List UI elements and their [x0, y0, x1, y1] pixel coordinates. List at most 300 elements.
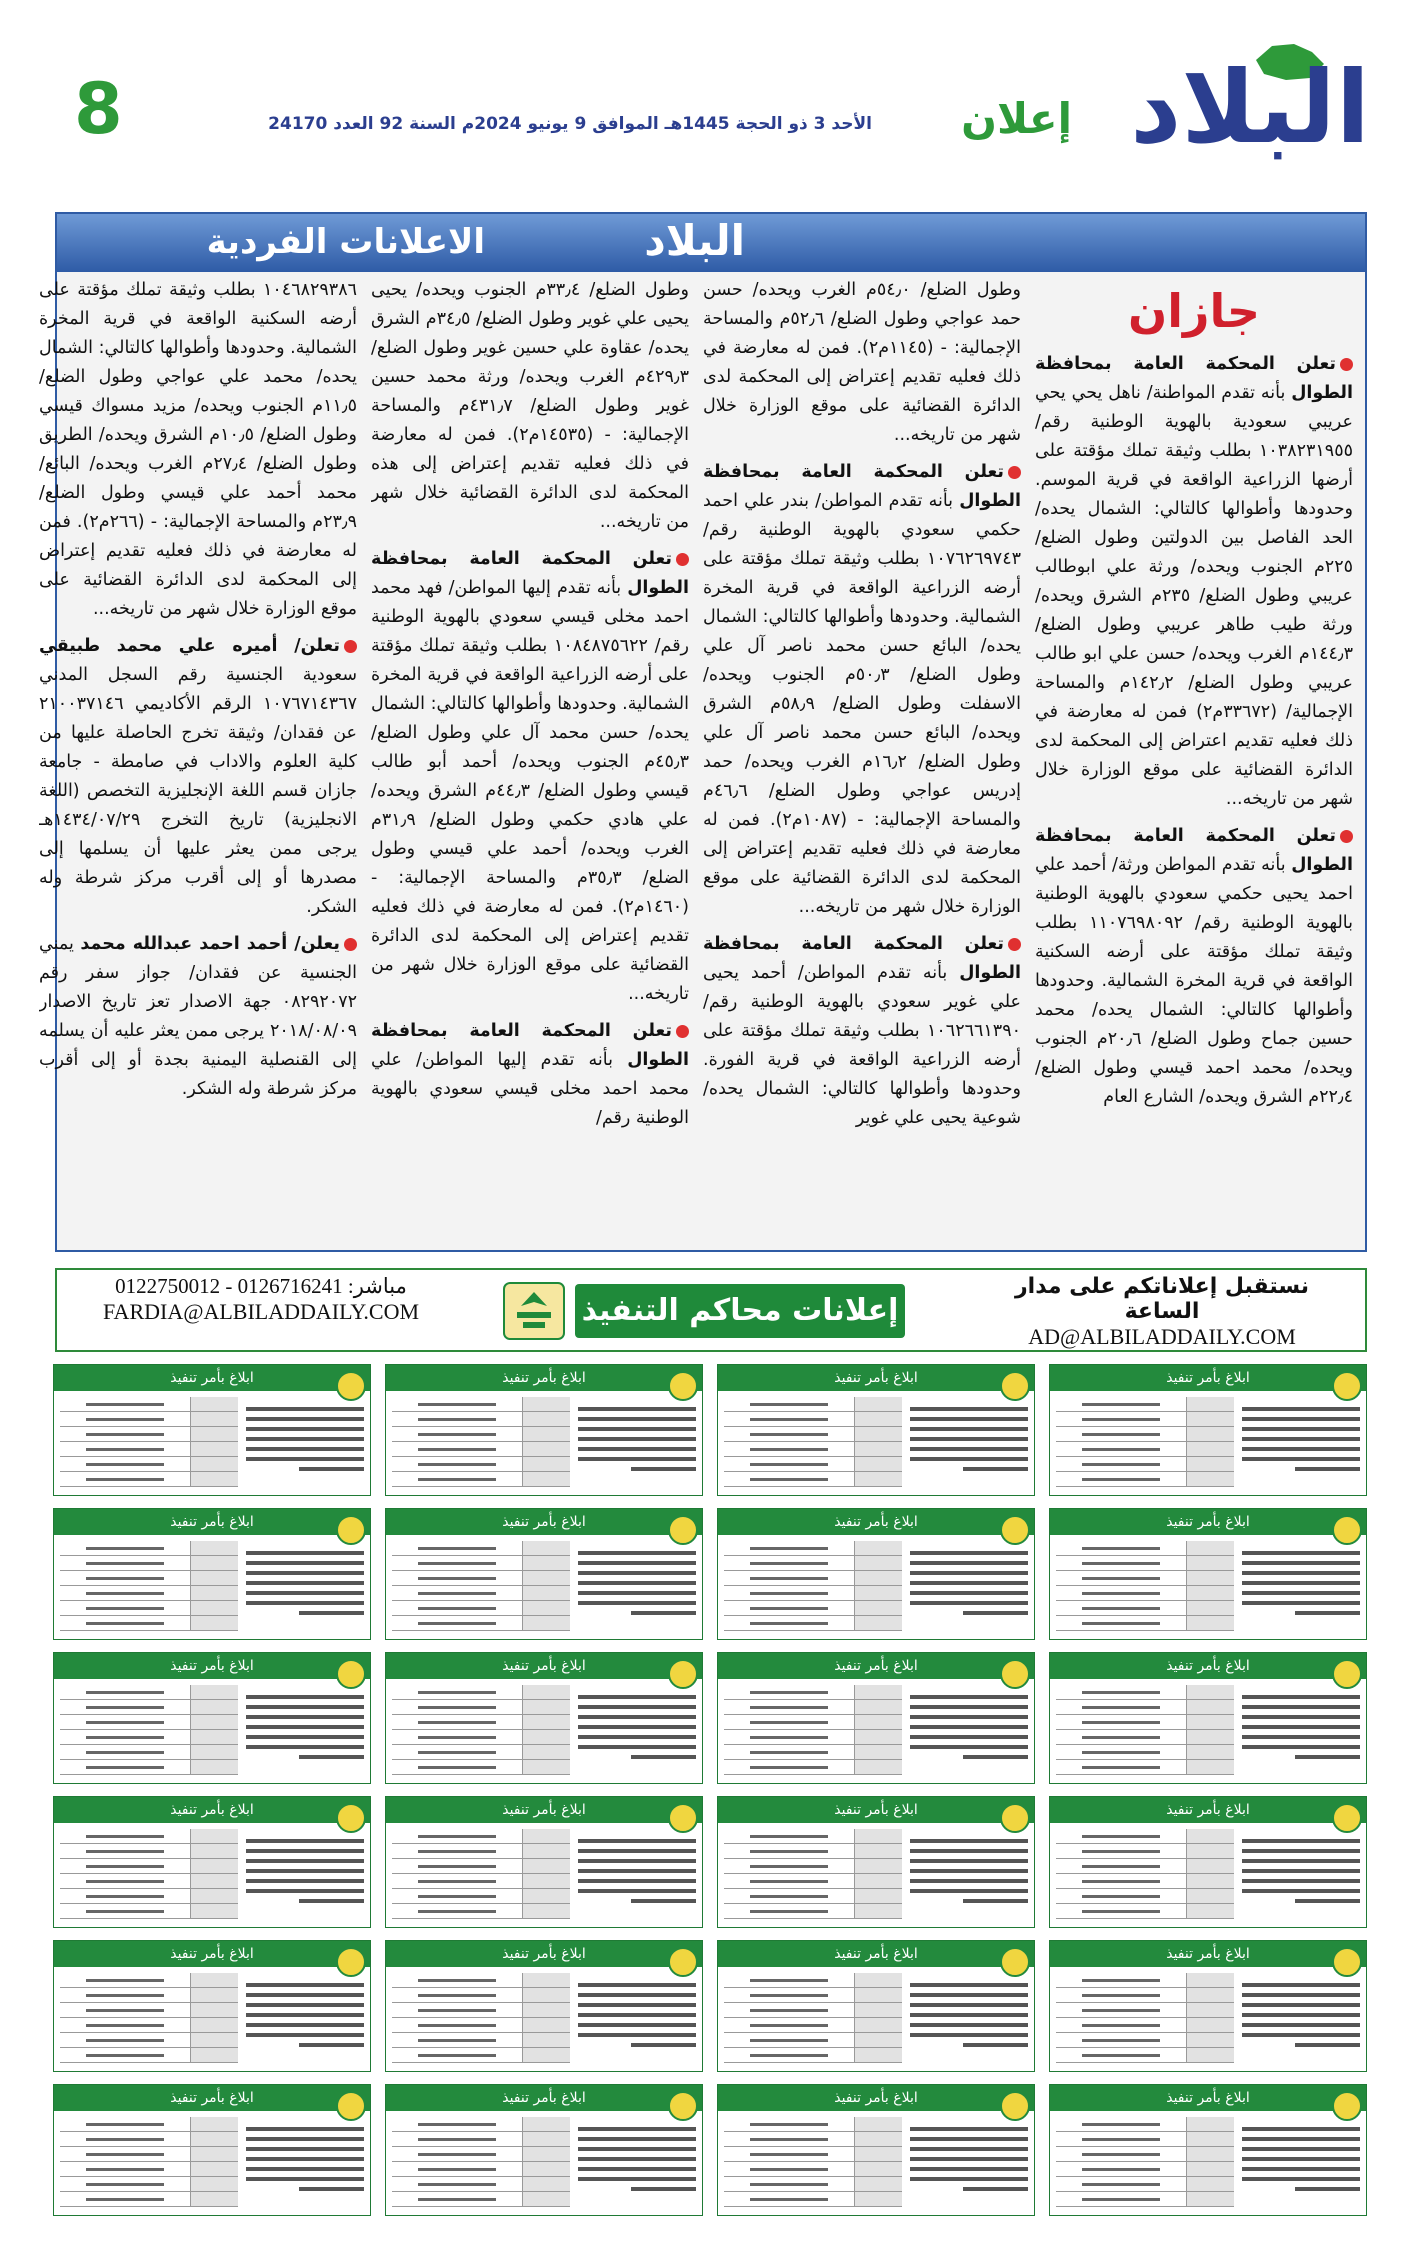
text-line: [578, 1715, 696, 1719]
text-line: [910, 1993, 1028, 1997]
text-line: [1295, 1899, 1360, 1903]
text-line: [1242, 1407, 1360, 1411]
table-value-cell: [1056, 1397, 1186, 1411]
table-key-cell: [522, 2117, 570, 2131]
table-key-cell: [1186, 1586, 1234, 1600]
table-row: [724, 1889, 902, 1904]
text-line: [1242, 1581, 1360, 1585]
table-row: [392, 2117, 570, 2132]
bullet-icon: [1008, 938, 1021, 951]
table-row: [1056, 2018, 1234, 2033]
table-value-cell: [392, 1457, 522, 1471]
table-key-cell: [190, 1601, 238, 1615]
table-row: [1056, 1427, 1234, 1442]
table-value-cell: [60, 2033, 190, 2047]
table-value-cell: [60, 2018, 190, 2032]
text-line: [86, 1751, 164, 1754]
table-value-cell: [724, 2177, 854, 2191]
table-value-cell: [724, 1412, 854, 1426]
table-value-cell: [724, 1844, 854, 1858]
ad-lead: تعلن/ أميره علي محمد طبيقي: [39, 636, 340, 656]
banner-logo: البلاد: [644, 216, 745, 265]
table-key-cell: [1186, 2132, 1234, 2146]
notice-title-bar: [54, 1653, 370, 1679]
bullet-icon: [344, 938, 357, 951]
table-key-cell: [190, 2018, 238, 2032]
table-key-cell: [190, 1442, 238, 1456]
text-line: [299, 1755, 364, 1759]
notice-table: [392, 1397, 570, 1487]
table-row: [724, 1586, 902, 1601]
text-line: [910, 1745, 1028, 1749]
text-line: [1242, 1889, 1360, 1893]
table-key-cell: [854, 1889, 902, 1903]
table-row: [60, 1412, 238, 1427]
text-line: [578, 1457, 696, 1461]
table-value-cell: [392, 1859, 522, 1873]
notice-body-text: [910, 1551, 1028, 1621]
text-line: [910, 1869, 1028, 1873]
notice-table: [1056, 1397, 1234, 1487]
emblem-icon: [668, 1515, 698, 1545]
text-line: [86, 1835, 164, 1838]
text-line: [910, 1447, 1028, 1451]
table-key-cell: [190, 1904, 238, 1918]
table-value-cell: [60, 1472, 190, 1486]
text-line: [1295, 1755, 1360, 1759]
text-line: [1082, 1592, 1160, 1595]
table-key-cell: [854, 2192, 902, 2206]
table-value-cell: [392, 2003, 522, 2017]
table-key-cell: [190, 2177, 238, 2191]
text-line: [86, 1895, 164, 1898]
ad-text: بأنه تقدم المواطنة/ ناهل يحي يحي عريبي سعودية بالهوية الوطنية رقم/ ١٠٣٨٢٣١٩٥٥ بطلب وثيقة تملك مؤقتة على أرضها الزراعية الواقعة في قرية الموسم. وحدودها وأطوالها كالتالي: الشمال يحده/ الحد الفاصل بين الدولتين وطول الضلع/ ٢٢٥م الجنوب ويحده/ ورثة علي ابوطالب عريبي وطول الضلع/ ٢٣٥م الشرق ويحده/ ورثة طيب طاهر عريبي وطول الضلع/ ١٤٤٫٣م الغرب ويحده/ حسن علي ابو طالب عريبي وطول الضلع/ ١٤٢٫٢م والمساحة الإجمالية/ (٣٣٦٧٢م٢) فمن له معارضة في ذلك فعليه تقديم اعتراض إلى المحكمة لدى الدائرة القضائية على موقع الوزارة خلال شهر من تاريخه...: [1035, 383, 1353, 809]
table-key-cell: [190, 1988, 238, 2002]
text-line: [1242, 2003, 1360, 2007]
table-key-cell: [1186, 1715, 1234, 1729]
ad-item: [703, 276, 1021, 450]
table-key-cell: [854, 1397, 902, 1411]
table-value-cell: [1056, 1571, 1186, 1585]
text-line: [246, 1427, 364, 1431]
table-value-cell: [392, 1556, 522, 1570]
text-line: [418, 1721, 496, 1724]
table-value-cell: [60, 1427, 190, 1441]
text-line: [750, 1910, 828, 1913]
table-row: [724, 2117, 902, 2132]
text-line: [418, 1433, 496, 1436]
table-value-cell: [60, 1397, 190, 1411]
text-line: [910, 1601, 1028, 1605]
notice-title-bar: [1050, 1941, 1366, 1967]
table-key-cell: [854, 1715, 902, 1729]
ad-item: [39, 930, 357, 1104]
text-line: [86, 1622, 164, 1625]
notice-table: [724, 1829, 902, 1919]
notice-title: ابلاغ بأمر تنفيذ: [834, 2090, 918, 2106]
table-key-cell: [1186, 2192, 1234, 2206]
table-key-cell: [854, 1616, 902, 1630]
table-value-cell: [60, 1541, 190, 1555]
table-key-cell: [854, 1685, 902, 1699]
table-key-cell: [1186, 1571, 1234, 1585]
table-key-cell: [190, 1397, 238, 1411]
court-notice-card: [717, 1652, 1035, 1784]
table-key-cell: [190, 2192, 238, 2206]
ad-item: [371, 545, 689, 1009]
table-key-cell: [1186, 2003, 1234, 2017]
notice-table: [1056, 1829, 1234, 1919]
notice-body-text: [246, 2127, 364, 2197]
table-key-cell: [854, 1745, 902, 1759]
table-value-cell: [392, 1745, 522, 1759]
notice-title-bar: [386, 1797, 702, 1823]
table-key-cell: [190, 2003, 238, 2017]
table-key-cell: [1186, 1700, 1234, 1714]
table-key-cell: [522, 1700, 570, 1714]
text-line: [418, 1592, 496, 1595]
text-line: [910, 2157, 1028, 2161]
text-line: [910, 1457, 1028, 1461]
table-value-cell: [1056, 2033, 1186, 2047]
notice-table: [60, 1397, 238, 1487]
table-row: [60, 1829, 238, 1844]
table-key-cell: [1186, 2147, 1234, 2161]
text-line: [750, 2009, 828, 2012]
text-line: [910, 2013, 1028, 2017]
text-line: [1242, 1849, 1360, 1853]
table-value-cell: [724, 1601, 854, 1615]
table-row: [392, 2162, 570, 2177]
table-key-cell: [522, 2033, 570, 2047]
court-notice-card: [53, 1940, 371, 2072]
table-value-cell: [1056, 2147, 1186, 2161]
table-value-cell: [724, 1988, 854, 2002]
table-row: [724, 2177, 902, 2192]
text-line: [418, 1910, 496, 1913]
ad-text: بأنه تقدم المواطن ورثة/ أحمد علي احمد يحيى حكمي سعودي بالهوية الوطنية بالهوية الوطنية رقم/ ١١٠٧٦٩٨٠٩٢ بطلب وثيقة تملك مؤقتة على أرضه السكنية الواقعة في قرية المخرة الشمالية. وحدودها وأطوالها كالتالي: الشمال يحده/ محمد حسين جماح وطول الضلع/ ٢٠٫٦م الجنوب ويحده/ محمد احمد قيسي وطول الضلع/ ٢٢٫٤م الشرق ويحده/ الشارع العام: [1035, 855, 1353, 1107]
ad-lead: تعلن المحكمة العامة بمحافظة الطوال: [1035, 826, 1353, 875]
table-key-cell: [1186, 2177, 1234, 2191]
text-line: [1082, 2009, 1160, 2012]
table-value-cell: [392, 1904, 522, 1918]
table-row: [392, 1397, 570, 1412]
text-line: [418, 2054, 496, 2057]
table-row: [1056, 1889, 1234, 1904]
court-notice-card: [385, 2084, 703, 2216]
notice-body-text: [910, 2127, 1028, 2197]
notice-table: [60, 2117, 238, 2207]
table-key-cell: [854, 1988, 902, 2002]
table-row: [60, 1601, 238, 1616]
text-line: [910, 2137, 1028, 2141]
table-value-cell: [724, 1571, 854, 1585]
text-line: [418, 1562, 496, 1565]
ad-text: ١٠٤٦٨٢٩٣٨٦ بطلب وثيقة تملك مؤقتة على أرضه السكنية الواقعة في قرية المخرة الشمالية. وحدودها وأطوالها كالتالي: الشمال يحده/ محمد علي عواجي وطول الضلع/ ١١٫٥م الجنوب ويحده/ مزيد مسواك قيسي وطول الضلع/ ١٠٫٥م الشرق ويحده/ الطريق وطول الضلع/ ٢٧٫٤م الغرب ويحده/ البائع/ محمد أحمد علي قيسي وطول الضلع/ ٢٣٫٩م والمساحة الإجمالية: - (٢٦٦م٢). فمن له معارضة في ذلك فعليه تقديم إعتراض إلى المحكمة لدى الدائرة القضائية على موقع الوزارة خلال شهر من تاريخه...: [39, 280, 357, 619]
court-notices-title: [575, 1284, 905, 1338]
bullet-icon: [1340, 830, 1353, 843]
court-notice-card: [1049, 1364, 1367, 1496]
text-line: [578, 2147, 696, 2151]
table-row: [392, 1685, 570, 1700]
table-key-cell: [522, 1412, 570, 1426]
table-key-cell: [854, 1730, 902, 1744]
table-row: [1056, 1715, 1234, 1730]
text-line: [86, 1607, 164, 1610]
direct-contact-box: [71, 1274, 451, 1325]
table-row: [724, 1844, 902, 1859]
notice-title: ابلاغ بأمر تنفيذ: [502, 1946, 586, 1962]
table-key-cell: [522, 2003, 570, 2017]
table-row: [724, 1601, 902, 1616]
table-key-cell: [522, 1904, 570, 1918]
text-line: [299, 1611, 364, 1615]
table-row: [392, 1601, 570, 1616]
text-line: [910, 1417, 1028, 1421]
text-line: [1242, 1859, 1360, 1863]
text-line: [578, 2167, 696, 2171]
text-line: [246, 1705, 364, 1709]
text-line: [578, 2127, 696, 2131]
table-row: [60, 1586, 238, 1601]
table-row: [60, 2162, 238, 2177]
text-line: [578, 2157, 696, 2161]
text-line: [750, 2153, 828, 2156]
table-row: [1056, 2003, 1234, 2018]
ad-text: وطول الضلع/ ٣٣٫٤م الجنوب ويحده/ يحيى يحيى علي غوير وطول الضلع/ ٣٤٫٥م الشرق يحده/ عقاوة علي حسين غوير وطول الضلع/ ٤٢٩٫٣م الغرب ويحده/ ورثة محمد حسين غوير وطول الضلع/ ٤٣١٫٧م والمساحة الإجمالية: - (١٤٥٣٥م٢). فمن له معارضة في ذلك فعليه تقديم إعتراض إلى هذه المحكمة لدى الدائرة القضائية خلال شهر من تاريخه...: [371, 280, 689, 532]
table-key-cell: [190, 1700, 238, 1714]
table-key-cell: [190, 2048, 238, 2062]
table-value-cell: [1056, 2003, 1186, 2017]
notice-title-bar: [386, 1941, 702, 1967]
text-line: [418, 1766, 496, 1769]
notice-body-text: [578, 1695, 696, 1765]
table-value-cell: [392, 1616, 522, 1630]
table-value-cell: [1056, 2162, 1186, 2176]
table-row: [724, 2033, 902, 2048]
notice-title: ابلاغ بأمر تنفيذ: [1166, 1514, 1250, 1530]
text-line: [86, 2138, 164, 2141]
text-line: [578, 1725, 696, 1729]
text-line: [86, 1691, 164, 1694]
notice-title: ابلاغ بأمر تنفيذ: [170, 1514, 254, 1530]
text-line: [578, 1839, 696, 1843]
table-value-cell: [1056, 1541, 1186, 1555]
table-value-cell: [724, 2033, 854, 2047]
table-value-cell: [392, 1700, 522, 1714]
text-line: [418, 1577, 496, 1580]
emblem-icon: [1000, 1803, 1030, 1833]
bullet-icon: [676, 1025, 689, 1038]
text-line: [578, 1993, 696, 1997]
text-line: [1082, 1463, 1160, 1466]
table-row: [60, 1904, 238, 1919]
notice-body-text: [246, 1983, 364, 2053]
text-line: [418, 1880, 496, 1883]
ad-item: [1035, 350, 1353, 814]
table-value-cell: [724, 1472, 854, 1486]
table-key-cell: [1186, 1616, 1234, 1630]
table-key-cell: [522, 1397, 570, 1411]
table-key-cell: [1186, 1442, 1234, 1456]
table-row: [392, 1571, 570, 1586]
text-line: [86, 1910, 164, 1913]
text-line: [750, 1418, 828, 1421]
text-line: [910, 1551, 1028, 1555]
table-row: [392, 1442, 570, 1457]
individual-ads-section: [39, 212, 1367, 1252]
text-line: [246, 2137, 364, 2141]
contact-email: AD@ALBILADDAILY.COM: [1028, 1324, 1296, 1349]
table-key-cell: [854, 2162, 902, 2176]
text-line: [1082, 1607, 1160, 1610]
table-value-cell: [60, 1616, 190, 1630]
text-line: [246, 1601, 364, 1605]
court-notice-card: [385, 1940, 703, 2072]
text-line: [86, 1994, 164, 1997]
text-line: [86, 1706, 164, 1709]
table-row: [1056, 1904, 1234, 1919]
table-row: [392, 1973, 570, 1988]
emblem-icon: [1000, 1371, 1030, 1401]
table-key-cell: [854, 1973, 902, 1987]
notice-body-text: [910, 1983, 1028, 2053]
table-key-cell: [854, 2147, 902, 2161]
text-line: [750, 1433, 828, 1436]
text-line: [299, 1467, 364, 1471]
text-line: [246, 1457, 364, 1461]
table-key-cell: [1186, 1988, 1234, 2002]
text-line: [910, 1735, 1028, 1739]
table-value-cell: [392, 1829, 522, 1843]
table-value-cell: [60, 1412, 190, 1426]
table-value-cell: [724, 1889, 854, 1903]
text-line: [1082, 1895, 1160, 1898]
text-line: [246, 1849, 364, 1853]
table-row: [724, 2132, 902, 2147]
table-value-cell: [1056, 1874, 1186, 1888]
table-row: [1056, 1571, 1234, 1586]
text-line: [1242, 1879, 1360, 1883]
notice-table: [392, 1829, 570, 1919]
ad-text: يمني الجنسية عن فقدان/ جواز سفر رقم ٠٨٢٩٢٠٧٢ جهة الاصدار تعز تاريخ الاصدار ٢٠١٨/٠٨/٠٩ يرجى ممن يعثر عليه أن يسلمه إلى القنصلية اليمنية بجدة أو إلى أقرب مركز شرطة وله الشكر.: [39, 934, 357, 1099]
table-value-cell: [60, 1730, 190, 1744]
table-row: [60, 1571, 238, 1586]
ad-text: بأنه تقدم المواطن/ بندر علي احمد حكمي سعودي بالهوية الوطنية رقم/ ١٠٧٦٢٦٩٧٤٣ بطلب وثيقة تملك مؤقتة على أرضه الزراعية الواقعة في قرية المخرة الشمالية. وحدودها وأطوالها كالتالي: الشمال يحده/ البائع حسن محمد ناصر آل علي وطول الضلع/ ٥٠٫٣م الجنوب ويحده/ الاسفلت وطول الضلع/ ٥٨٫٩م الشرق ويحده/ البائع حسن محمد ناصر آل علي وطول الضلع/ ١٦٫٢م الغرب ويحده/ حمد إدريس عواجي وطول الضلع/ ٤٦٫٦م والمساحة الإجمالية: - (١٠٨٧م٢). فمن له معارضة في ذلك فعليه تقديم إعتراض إلى المحكمة لدى الدائرة القضائية على موقع الوزارة خلال شهر من تاريخه...: [703, 491, 1021, 917]
text-line: [750, 1463, 828, 1466]
text-line: [1242, 1561, 1360, 1565]
text-line: [299, 1899, 364, 1903]
text-line: [86, 2153, 164, 2156]
text-line: [86, 2168, 164, 2171]
table-row: [1056, 1829, 1234, 1844]
text-line: [750, 1577, 828, 1580]
court-notice-card: [385, 1652, 703, 1784]
table-key-cell: [190, 2147, 238, 2161]
table-value-cell: [392, 1442, 522, 1456]
table-row: [1056, 1457, 1234, 1472]
table-value-cell: [724, 1874, 854, 1888]
table-value-cell: [1056, 1844, 1186, 1858]
table-row: [392, 1844, 570, 1859]
table-value-cell: [724, 1904, 854, 1918]
notice-body-text: [910, 1407, 1028, 1477]
ad-item: [703, 930, 1021, 1133]
notice-table: [392, 1685, 570, 1775]
notice-title: ابلاغ بأمر تنفيذ: [1166, 1802, 1250, 1818]
text-line: [86, 2009, 164, 2012]
emblem-icon: [1000, 2091, 1030, 2121]
text-line: [750, 1691, 828, 1694]
table-key-cell: [1186, 1685, 1234, 1699]
text-line: [750, 2198, 828, 2201]
table-key-cell: [1186, 1556, 1234, 1570]
table-key-cell: [1186, 1760, 1234, 1774]
court-notice-card: [717, 1940, 1035, 2072]
text-line: [750, 2168, 828, 2171]
table-key-cell: [854, 2177, 902, 2191]
table-key-cell: [190, 1874, 238, 1888]
table-key-cell: [854, 2048, 902, 2062]
table-row: [392, 2177, 570, 2192]
text-line: [418, 1622, 496, 1625]
text-line: [1082, 1721, 1160, 1724]
text-line: [246, 1437, 364, 1441]
table-row: [392, 1427, 570, 1442]
table-key-cell: [854, 1472, 902, 1486]
emblem-icon: [1000, 1659, 1030, 1689]
text-line: [631, 1611, 696, 1615]
notice-title-bar: [1050, 1797, 1366, 1823]
text-line: [963, 1611, 1028, 1615]
text-line: [1082, 1994, 1160, 1997]
court-notice-card: [717, 1508, 1035, 1640]
text-line: [578, 1447, 696, 1451]
table-value-cell: [392, 2162, 522, 2176]
table-key-cell: [522, 1427, 570, 1441]
text-line: [1082, 2054, 1160, 2057]
table-row: [60, 2003, 238, 2018]
text-line: [1082, 1562, 1160, 1565]
ads-columns: [39, 276, 1365, 1246]
table-row: [60, 2117, 238, 2132]
text-line: [1242, 1571, 1360, 1575]
table-value-cell: [60, 1859, 190, 1873]
table-key-cell: [522, 2132, 570, 2146]
table-key-cell: [522, 1760, 570, 1774]
table-key-cell: [522, 1541, 570, 1555]
bullet-icon: [344, 640, 357, 653]
table-value-cell: [60, 1904, 190, 1918]
table-row: [392, 1988, 570, 2003]
table-key-cell: [854, 1700, 902, 1714]
text-line: [1242, 1417, 1360, 1421]
table-row: [60, 2177, 238, 2192]
ad-item: [39, 632, 357, 922]
table-row: [1056, 2117, 1234, 2132]
table-key-cell: [522, 1829, 570, 1843]
notice-table: [60, 1973, 238, 2063]
table-row: [392, 1760, 570, 1775]
notice-title: ابلاغ بأمر تنفيذ: [502, 2090, 586, 2106]
bullet-icon: [676, 553, 689, 566]
text-line: [1242, 2023, 1360, 2027]
contact-box: [977, 1274, 1347, 1350]
text-line: [418, 1463, 496, 1466]
notice-body-text: [910, 1839, 1028, 1909]
table-key-cell: [190, 1760, 238, 1774]
table-row: [724, 2147, 902, 2162]
